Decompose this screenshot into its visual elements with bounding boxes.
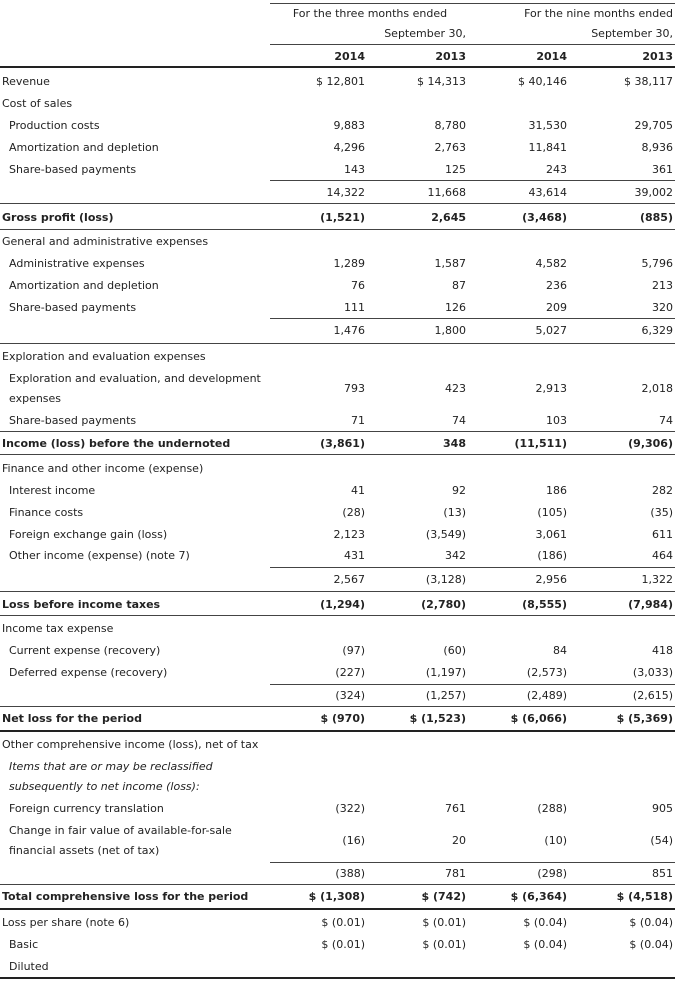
row-label: Deferred expense (recovery) (9, 666, 168, 679)
subtotal-rule (270, 180, 675, 181)
cell: 282 (652, 484, 673, 497)
cell: (2,780) (421, 598, 466, 611)
cell: 11,668 (427, 186, 466, 199)
cell: $ (5,369) (616, 712, 673, 725)
row-label: Income tax expense (2, 622, 114, 635)
row-rule (0, 591, 675, 592)
row-rule (0, 454, 675, 455)
cell: 431 (344, 549, 365, 562)
row-rule (0, 343, 675, 344)
year-2014-q: 2014 (334, 50, 365, 63)
cell: 2,567 (333, 573, 365, 586)
cell: 361 (652, 163, 673, 176)
row-label: Amortization and depletion (9, 279, 159, 292)
cell: $ (0.04) (523, 916, 567, 929)
subtotal-rule (270, 862, 675, 863)
row-label: Revenue (2, 75, 50, 88)
cell: 186 (546, 484, 567, 497)
cell: $ (0.01) (321, 938, 365, 951)
row-label: Foreign currency translation (9, 802, 164, 815)
cell: 20 (452, 834, 466, 847)
cell: 793 (344, 382, 365, 395)
row-label: Interest income (9, 484, 96, 497)
cell: (1,257) (425, 689, 466, 702)
cell: (1,521) (320, 211, 365, 224)
cell: $ (0.04) (629, 916, 673, 929)
row-label: Production costs (9, 119, 100, 132)
cell: $ (1,308) (308, 890, 365, 903)
row-label: Loss before income taxes (2, 598, 161, 611)
cell: (1,294) (320, 598, 365, 611)
cell: 41 (351, 484, 365, 497)
row-label: Exploration and evaluation, and development (9, 372, 261, 385)
cell: 14,322 (326, 186, 365, 199)
cell: (16) (342, 834, 365, 847)
cell: (105) (537, 506, 567, 519)
cell: (3,468) (522, 211, 567, 224)
row-label: Amortization and depletion (9, 141, 159, 154)
cell: 11,841 (528, 141, 567, 154)
cell: (7,984) (628, 598, 673, 611)
row-label: Share-based payments (9, 163, 137, 176)
cell: $ (6,066) (510, 712, 567, 725)
row-rule (0, 706, 675, 707)
cell: 905 (652, 802, 673, 815)
year-2013-n: 2013 (642, 50, 673, 63)
row-label: Diluted (9, 960, 49, 973)
cell: 126 (445, 301, 466, 314)
cell: (13) (443, 506, 466, 519)
cell: 1,587 (434, 257, 466, 270)
cell: 611 (652, 528, 673, 541)
cell: (2,573) (526, 666, 567, 679)
cell: 2,913 (535, 382, 567, 395)
row-label: Total comprehensive loss for the period (2, 890, 249, 903)
cell: $ 12,801 (316, 75, 365, 88)
cell: 423 (445, 382, 466, 395)
cell: 1,476 (333, 324, 365, 337)
cell: (3,549) (425, 528, 466, 541)
cell: $ (0.01) (422, 916, 466, 929)
cell: 464 (652, 549, 673, 562)
row-label: Finance and other income (expense) (2, 462, 204, 475)
cell: 851 (652, 867, 673, 880)
cell: 418 (652, 644, 673, 657)
cell: $ 38,117 (624, 75, 673, 88)
cell: 2,956 (535, 573, 567, 586)
cell: 8,936 (641, 141, 673, 154)
cell: (3,128) (425, 573, 466, 586)
row-label: Current expense (recovery) (9, 644, 161, 657)
cell: (1,197) (425, 666, 466, 679)
header-bottom-rule (0, 66, 675, 68)
cell: 761 (445, 802, 466, 815)
header-nine-months-line2: September 30, (591, 27, 673, 40)
cell: (11,511) (514, 437, 567, 450)
cell: (388) (335, 867, 365, 880)
subtotal-rule (270, 567, 675, 568)
cell: (885) (639, 211, 673, 224)
cell: $ 14,313 (417, 75, 466, 88)
cell: (3,033) (632, 666, 673, 679)
cell: 213 (652, 279, 673, 292)
cell: (322) (335, 802, 365, 815)
header-rule (270, 44, 675, 45)
subtotal-rule (270, 318, 675, 319)
row-label: Share-based payments (9, 301, 137, 314)
cell: 84 (553, 644, 567, 657)
row-label: Gross profit (loss) (2, 211, 114, 224)
cell: (288) (537, 802, 567, 815)
cell: (60) (443, 644, 466, 657)
cell: 74 (659, 414, 673, 427)
header-three-months-line1: For the three months ended (292, 7, 448, 20)
top-rule (270, 3, 675, 4)
cell: (54) (650, 834, 673, 847)
cell: 781 (445, 867, 466, 880)
cell: 236 (546, 279, 567, 292)
cell: $ (742) (421, 890, 466, 903)
row-label: Exploration and evaluation expenses (2, 350, 206, 363)
row-label: financial assets (net of tax) (9, 844, 160, 857)
row-label: Basic (9, 938, 39, 951)
row-rule (0, 884, 675, 885)
cell: 6,329 (641, 324, 673, 337)
cell: 8,780 (434, 119, 466, 132)
row-label: Administrative expenses (9, 257, 145, 270)
cell: 31,530 (528, 119, 567, 132)
cell: 4,296 (333, 141, 365, 154)
row-label: Loss per share (note 6) (2, 916, 130, 929)
row-label: Other income (expense) (note 7) (9, 549, 190, 562)
cell: 342 (445, 549, 466, 562)
cell: (9,306) (628, 437, 673, 450)
cell: (2,489) (526, 689, 567, 702)
cell: 87 (452, 279, 466, 292)
row-label: Items that are or may be reclassified (9, 760, 213, 773)
row-rule (0, 203, 675, 204)
cell: $ (6,364) (510, 890, 567, 903)
row-label: Share-based payments (9, 414, 137, 427)
header-three-months-line2: September 30, (384, 27, 466, 40)
cell: 29,705 (634, 119, 673, 132)
cell: $ 40,146 (518, 75, 567, 88)
cell: $ (4,518) (616, 890, 673, 903)
bottom-rule (0, 977, 675, 979)
row-label: subsequently to net income (loss): (9, 780, 200, 793)
cell: 111 (344, 301, 365, 314)
year-2014-n: 2014 (536, 50, 567, 63)
cell: 74 (452, 414, 466, 427)
cell: (35) (650, 506, 673, 519)
cell: (324) (335, 689, 365, 702)
cell: 103 (546, 414, 567, 427)
year-2013-q: 2013 (435, 50, 466, 63)
cell: 9,883 (333, 119, 365, 132)
subtotal-rule (270, 684, 675, 685)
cell: 125 (445, 163, 466, 176)
cell: $ (0.04) (629, 938, 673, 951)
cell: 3,061 (535, 528, 567, 541)
cell: (10) (544, 834, 567, 847)
row-label: Finance costs (9, 506, 84, 519)
row-label: Other comprehensive income (loss), net of tax (2, 738, 259, 751)
cell: 348 (443, 437, 466, 450)
cell: 320 (652, 301, 673, 314)
cell: 143 (344, 163, 365, 176)
cell: 71 (351, 414, 365, 427)
cell: (186) (537, 549, 567, 562)
row-rule-double (0, 908, 675, 910)
cell: 43,614 (528, 186, 567, 199)
cell: (3,861) (320, 437, 365, 450)
cell: 76 (351, 279, 365, 292)
cell: 5,027 (535, 324, 567, 337)
cell: (298) (537, 867, 567, 880)
row-rule (0, 615, 675, 616)
cell: $ (0.04) (523, 938, 567, 951)
row-label: Cost of sales (2, 97, 73, 110)
cell: 2,645 (431, 211, 466, 224)
row-label: Change in fair value of available-for-sale (9, 824, 232, 837)
cell: 1,289 (333, 257, 365, 270)
cell: 243 (546, 163, 567, 176)
cell: $ (1,523) (409, 712, 466, 725)
row-rule-double (0, 730, 675, 732)
row-rule (0, 229, 675, 230)
cell: 5,796 (641, 257, 673, 270)
cell: 1,322 (641, 573, 673, 586)
cell: (2,615) (632, 689, 673, 702)
cell: $ (0.01) (422, 938, 466, 951)
cell: 2,018 (641, 382, 673, 395)
cell: 1,800 (434, 324, 466, 337)
row-label: expenses (9, 392, 62, 405)
cell: 209 (546, 301, 567, 314)
row-rule (0, 431, 675, 432)
row-label: General and administrative expenses (2, 235, 209, 248)
row-label: Net loss for the period (2, 712, 142, 725)
cell: 2,123 (333, 528, 365, 541)
header-nine-months-line1: For the nine months ended (524, 7, 673, 20)
cell: (227) (335, 666, 365, 679)
cell: $ (970) (320, 712, 365, 725)
cell: $ (0.01) (321, 916, 365, 929)
cell: 39,002 (634, 186, 673, 199)
row-label: Foreign exchange gain (loss) (9, 528, 168, 541)
cell: 92 (452, 484, 466, 497)
row-label: Income (loss) before the undernoted (2, 437, 231, 450)
cell: 2,763 (434, 141, 466, 154)
cell: 4,582 (535, 257, 567, 270)
cell: (28) (342, 506, 365, 519)
cell: (97) (342, 644, 365, 657)
cell: (8,555) (522, 598, 567, 611)
